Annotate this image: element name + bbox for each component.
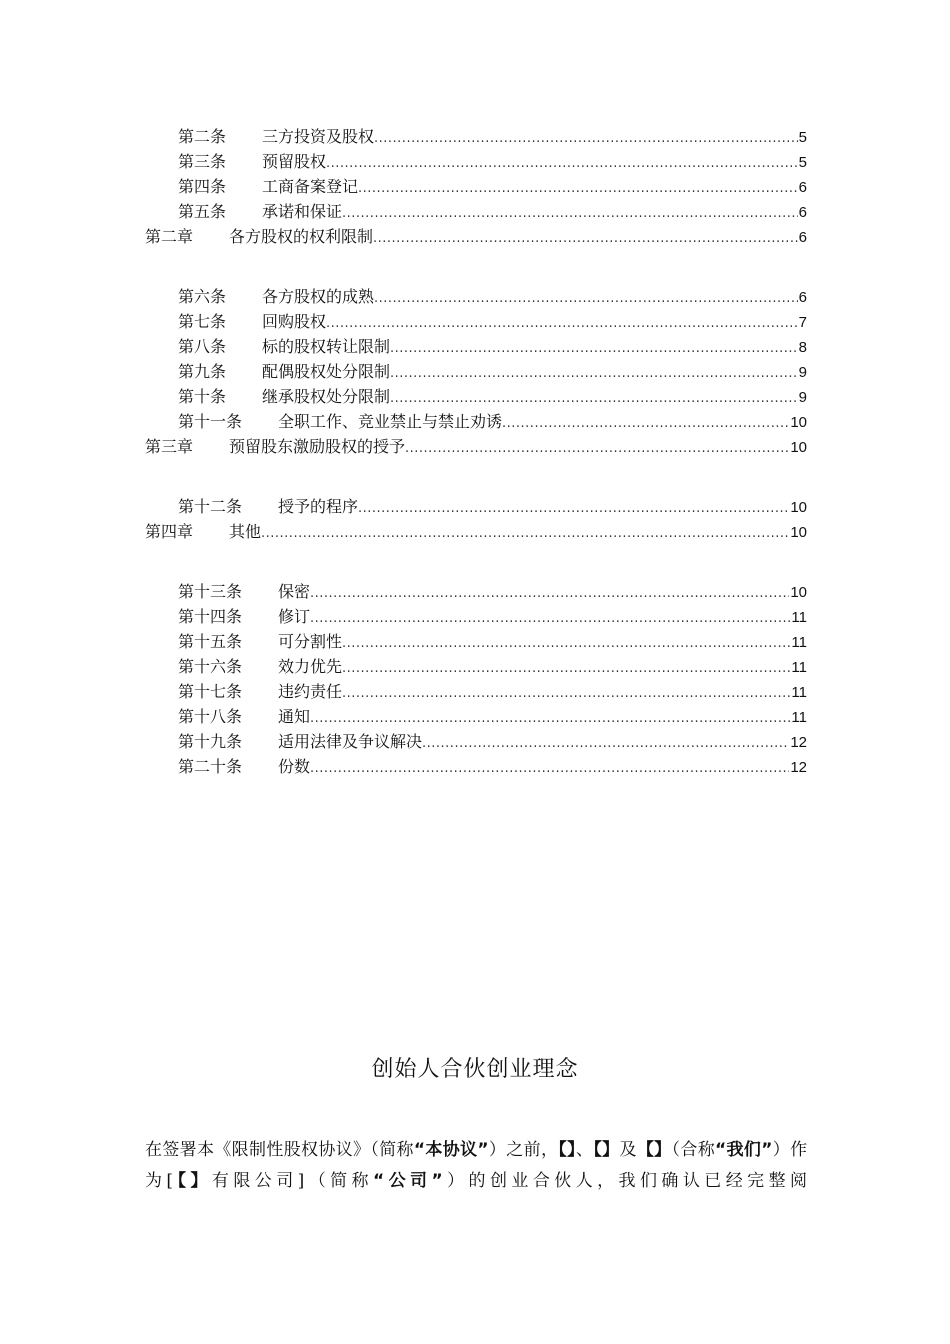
toc-number: 第八条 bbox=[178, 337, 227, 356]
toc-page-number: 11 bbox=[791, 659, 807, 676]
toc-title: 各方股权的权利限制 bbox=[229, 227, 374, 246]
toc-entry-article-8[interactable] bbox=[0, 334, 950, 359]
toc-page-number: 10 bbox=[790, 584, 807, 601]
toc-page-number: 9 bbox=[798, 364, 807, 381]
toc-page-number: 6 bbox=[798, 204, 807, 221]
toc-number: 第六条 bbox=[178, 287, 227, 306]
toc-number: 第十九条 bbox=[178, 732, 243, 751]
section-heading: 创始人合伙创业理念 bbox=[371, 1057, 579, 1082]
toc-title: 承诺和保证 bbox=[262, 202, 343, 221]
toc-leader-dots bbox=[310, 581, 789, 606]
toc-entry-article-20[interactable] bbox=[0, 754, 950, 779]
toc-page-number: 6 bbox=[798, 229, 807, 246]
toc-title: 工商备案登记 bbox=[262, 177, 359, 196]
toc-title: 授予的程序 bbox=[278, 497, 359, 516]
toc-leader-dots bbox=[326, 151, 798, 176]
table-of-contents bbox=[0, 124, 950, 779]
toc-title: 违约责任 bbox=[278, 682, 343, 701]
toc-number: 第二章 bbox=[145, 227, 194, 246]
toc-title: 可分割性 bbox=[278, 632, 343, 651]
toc-title: 份数 bbox=[278, 757, 311, 776]
toc-leader-dots bbox=[422, 731, 789, 756]
toc-title: 修订 bbox=[278, 607, 311, 626]
toc-entry-article-14[interactable] bbox=[0, 604, 950, 629]
toc-number: 第十一条 bbox=[178, 412, 243, 431]
toc-page-number: 9 bbox=[798, 389, 807, 406]
toc-page-number: 7 bbox=[798, 314, 807, 331]
toc-title: 适用法律及争议解决 bbox=[278, 732, 423, 751]
toc-entry-chapter-3[interactable] bbox=[0, 434, 950, 459]
toc-leader-dots bbox=[342, 631, 790, 656]
toc-leader-dots bbox=[390, 361, 798, 386]
toc-entry-article-19[interactable] bbox=[0, 729, 950, 754]
bold-term: “本协议” bbox=[413, 1140, 489, 1160]
toc-leader-dots bbox=[374, 286, 798, 311]
toc-leader-dots bbox=[342, 201, 798, 226]
toc-title: 通知 bbox=[278, 707, 311, 726]
toc-entry-article-4[interactable] bbox=[0, 174, 950, 199]
toc-page-number: 11 bbox=[791, 634, 807, 651]
toc-page-number: 11 bbox=[791, 609, 807, 626]
toc-leader-dots bbox=[358, 176, 798, 201]
bold-placeholder: 【】 bbox=[593, 1140, 620, 1160]
toc-number: 第十二条 bbox=[178, 497, 243, 516]
toc-leader-dots bbox=[390, 336, 798, 361]
toc-number: 第五条 bbox=[178, 202, 227, 221]
toc-title: 标的股权转让限制 bbox=[262, 337, 391, 356]
toc-number: 第三章 bbox=[145, 437, 194, 456]
toc-title: 预留股权 bbox=[262, 152, 327, 171]
toc-page-number: 12 bbox=[790, 759, 807, 776]
toc-entry-article-5[interactable] bbox=[0, 199, 950, 224]
toc-entry-article-15[interactable] bbox=[0, 629, 950, 654]
bold-placeholder: 【】 bbox=[558, 1140, 576, 1160]
toc-title: 回购股权 bbox=[262, 312, 327, 331]
toc-page-number: 6 bbox=[798, 289, 807, 306]
toc-entry-article-3[interactable] bbox=[0, 149, 950, 174]
toc-page-number: 10 bbox=[790, 439, 807, 456]
toc-number: 第十八条 bbox=[178, 707, 243, 726]
toc-leader-dots bbox=[374, 126, 798, 151]
text-run: ）的创业合伙人，我们确认已经完整阅 bbox=[442, 1171, 808, 1191]
toc-number: 第十条 bbox=[178, 387, 227, 406]
toc-entry-article-16[interactable] bbox=[0, 654, 950, 679]
toc-number: 第四章 bbox=[145, 522, 194, 541]
toc-title: 其他 bbox=[229, 522, 262, 541]
toc-page-number: 5 bbox=[798, 154, 807, 171]
toc-number: 第二十条 bbox=[178, 757, 243, 776]
toc-entry-article-10[interactable] bbox=[0, 384, 950, 409]
toc-number: 第七条 bbox=[178, 312, 227, 331]
toc-entry-chapter-2[interactable] bbox=[0, 224, 950, 249]
toc-page-number: 11 bbox=[791, 709, 807, 726]
toc-page-number: 10 bbox=[790, 524, 807, 541]
text-run: ）作为[ bbox=[145, 1140, 808, 1191]
body-paragraph bbox=[145, 1135, 807, 1197]
text-run: 有限公司]（简称 bbox=[211, 1171, 373, 1191]
toc-leader-dots bbox=[310, 606, 790, 631]
text-run: 在签署本《限制性股权协议》（简称 bbox=[145, 1140, 414, 1160]
toc-title: 三方投资及股权 bbox=[262, 127, 375, 146]
toc-number: 第九条 bbox=[178, 362, 227, 381]
toc-page-number: 12 bbox=[790, 734, 807, 751]
text-run: （合称 bbox=[671, 1140, 716, 1160]
toc-number: 第十五条 bbox=[178, 632, 243, 651]
toc-number: 第二条 bbox=[178, 127, 227, 146]
toc-entry-article-6[interactable] bbox=[0, 284, 950, 309]
toc-leader-dots bbox=[390, 386, 798, 411]
toc-title: 继承股权处分限制 bbox=[262, 387, 391, 406]
toc-title: 效力优先 bbox=[278, 657, 343, 676]
text-run: 及 bbox=[619, 1140, 637, 1160]
toc-entry-article-12[interactable] bbox=[0, 494, 950, 519]
toc-leader-dots bbox=[326, 311, 798, 336]
toc-entry-chapter-4[interactable] bbox=[0, 519, 950, 544]
toc-leader-dots bbox=[405, 436, 789, 461]
bold-term: “我们” bbox=[715, 1140, 773, 1160]
toc-leader-dots bbox=[310, 756, 789, 781]
toc-leader-dots bbox=[502, 411, 789, 436]
text-run: ）之前， bbox=[488, 1140, 559, 1160]
bold-placeholder: 【】 bbox=[636, 1140, 672, 1160]
bold-placeholder: 【】 bbox=[173, 1171, 212, 1191]
toc-number: 第十七条 bbox=[178, 682, 243, 701]
toc-page-number: 11 bbox=[791, 684, 807, 701]
toc-leader-dots bbox=[358, 496, 789, 521]
toc-leader-dots bbox=[373, 226, 798, 251]
toc-entry-article-18[interactable] bbox=[0, 704, 950, 729]
toc-title: 各方股权的成熟 bbox=[262, 287, 375, 306]
toc-leader-dots bbox=[310, 706, 790, 731]
toc-number: 第十三条 bbox=[178, 582, 243, 601]
toc-title: 预留股东激励股权的授予 bbox=[229, 437, 406, 456]
toc-entry-article-11[interactable] bbox=[0, 409, 950, 434]
toc-entry-article-2[interactable] bbox=[0, 124, 950, 149]
toc-leader-dots bbox=[342, 656, 790, 681]
toc-page-number: 5 bbox=[798, 129, 807, 146]
toc-entry-article-9[interactable] bbox=[0, 359, 950, 384]
toc-number: 第三条 bbox=[178, 152, 227, 171]
toc-page-number: 10 bbox=[790, 414, 807, 431]
toc-leader-dots bbox=[342, 681, 790, 706]
toc-number: 第十六条 bbox=[178, 657, 243, 676]
toc-leader-dots bbox=[261, 521, 789, 546]
toc-page-number: 6 bbox=[798, 179, 807, 196]
text-run: 、 bbox=[575, 1140, 594, 1160]
toc-entry-article-13[interactable] bbox=[0, 579, 950, 604]
toc-title: 配偶股权处分限制 bbox=[262, 362, 391, 381]
toc-page-number: 8 bbox=[798, 339, 807, 356]
toc-page-number: 10 bbox=[790, 499, 807, 516]
toc-title: 保密 bbox=[278, 582, 311, 601]
toc-number: 第四条 bbox=[178, 177, 227, 196]
toc-entry-article-7[interactable] bbox=[0, 309, 950, 334]
toc-title: 全职工作、竞业禁止与禁止劝诱 bbox=[278, 412, 503, 431]
bold-term: “公司” bbox=[373, 1171, 443, 1191]
toc-number: 第十四条 bbox=[178, 607, 243, 626]
toc-entry-article-17[interactable] bbox=[0, 679, 950, 704]
